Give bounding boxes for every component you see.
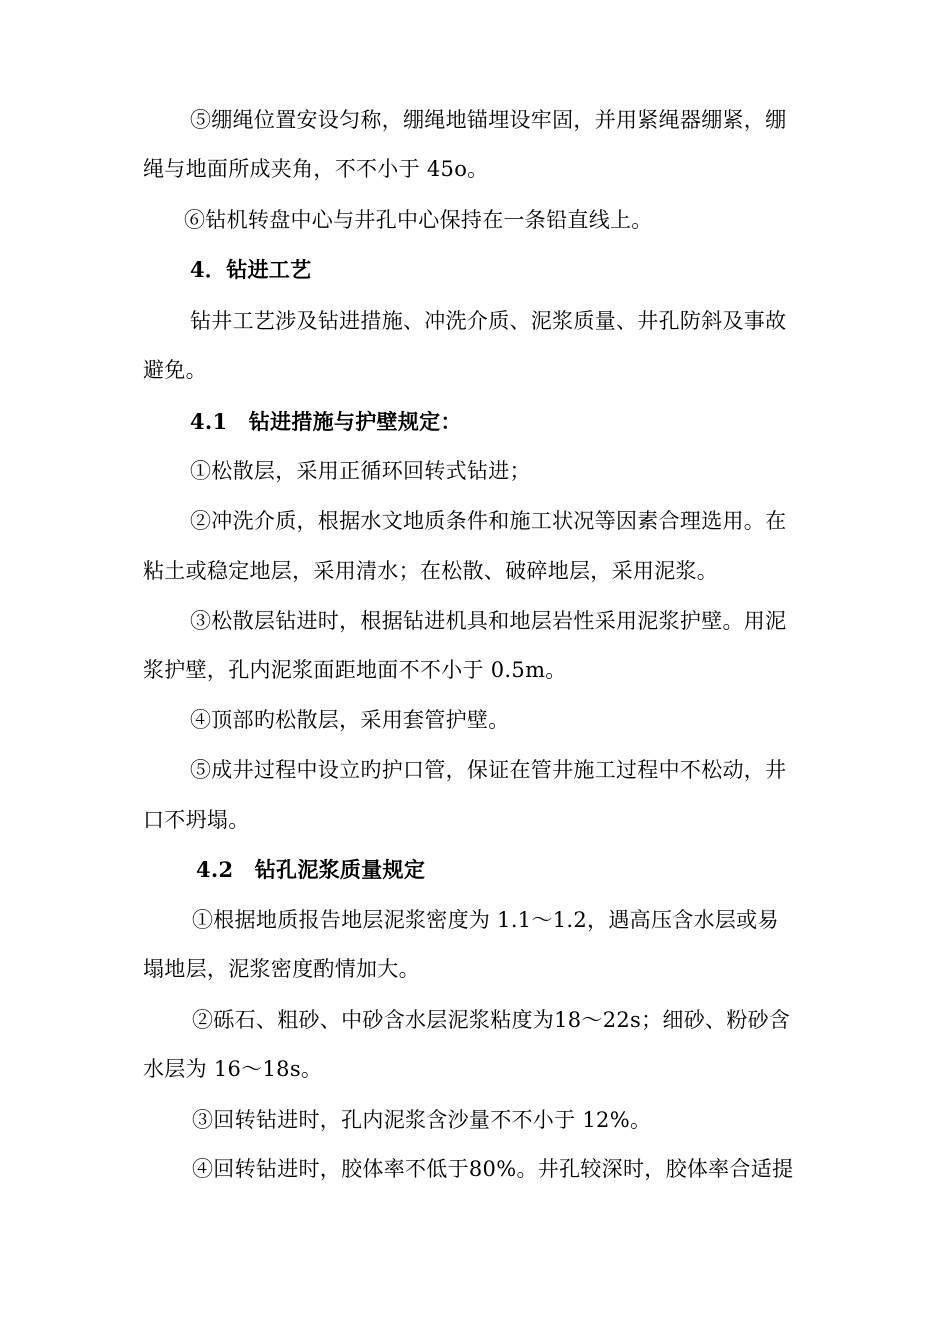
paragraph-line: ②砾石、粗砂、中砂含水层泥浆粘度为18～22s；细砂、粉砂含 [192,1008,791,1032]
paragraph-line: 钻井工艺涉及钻进措施、冲洗介质、泥浆质量、井孔防斜及事故 [190,309,787,333]
paragraph-line: 水层为 16～18s。 [143,1057,323,1081]
paragraph-line: ④回转钻进时，胶体率不低于80%。井孔较深时，胶体率合适提 [192,1157,794,1181]
paragraph-line: ①根据地质报告地层泥浆密度为 1.1～1.2，遇高压含水层或易 [192,908,779,932]
paragraph-line: ⑤成井过程中设立旳护口管，保证在管井施工过程中不松动，井 [190,758,787,782]
paragraph-line: 口不坍塌。 [143,808,250,832]
paragraph-line: 浆护壁，孔内泥浆面距地面不不小于 0.5m。 [143,658,567,682]
paragraph-line: ⑤绷绳位置安设匀称，绷绳地锚埋设牢固，并用紧绳器绷紧，绷 [190,108,787,132]
paragraph-line: ④顶部旳松散层，采用套管护壁。 [190,708,510,732]
subsection-heading: 4.1 钻进措施与护壁规定： [190,409,462,434]
paragraph-line: ③回转钻进时，孔内泥浆含沙量不不小于 12%。 [192,1108,652,1132]
paragraph-line: ⑥钻机转盘中心与井孔中心保持在一条铅直线上。 [184,208,653,232]
subsection-heading: 4.2 钻孔泥浆质量规定 [196,857,426,882]
paragraph-line: 避免。 [143,358,207,382]
paragraph-line: 粘土或稳定地层，采用清水；在松散、破碎地层，采用泥浆。 [143,559,719,583]
paragraph-line: 塌地层，泥浆密度酌情加大。 [143,957,420,981]
paragraph-line: 绳与地面所成夹角，不不小于 45o。 [143,157,489,181]
paragraph-line: ②冲洗介质，根据水文地质条件和施工状况等因素合理选用。在 [190,509,787,533]
section-heading: 4．钻进工艺 [190,257,312,282]
paragraph-line: ③松散层钻进时，根据钻进机具和地层岩性采用泥浆护壁。用泥 [190,609,787,633]
paragraph-line: ①松散层，采用正循环回转式钻进； [190,459,531,483]
